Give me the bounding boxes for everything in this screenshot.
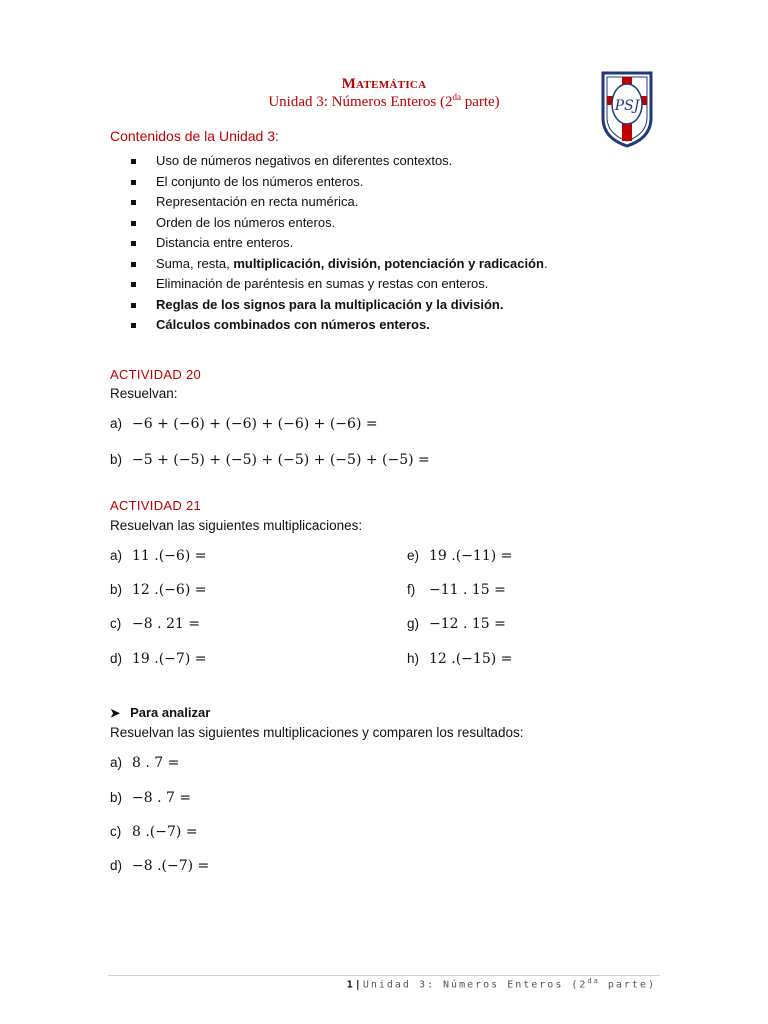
exercise-label: a): [110, 548, 123, 563]
list-item: [110, 295, 548, 316]
list-item-text: Distancia entre enteros.: [156, 235, 294, 250]
list-item-text-end: .: [543, 255, 548, 271]
footer-divider: [108, 975, 660, 976]
exercise-expression: 12 .(−6) =: [132, 582, 207, 598]
bullet-icon: [131, 323, 136, 328]
activity-21-instruction: Resuelvan las siguientes multiplicaciones:: [110, 518, 363, 533]
exercise-label: d): [110, 858, 123, 873]
bullet-icon: [131, 221, 136, 226]
list-item-text: Suma, resta,: [156, 255, 234, 271]
exercise-expression: 11 .(−6) =: [132, 548, 207, 564]
exercise-row: [110, 615, 200, 633]
list-item-text: Orden de los números enteros.: [156, 214, 336, 230]
exercise-row: [110, 754, 179, 772]
list-item: [110, 192, 548, 213]
page-number: 1: [346, 979, 355, 991]
list-item: [110, 233, 548, 254]
list-item: [110, 151, 548, 172]
analyze-instruction: Resuelvan las siguientes multiplicaciones y comparen los resultados:: [110, 725, 524, 740]
footer-text: Unidad 3: Números Enteros (2: [362, 979, 588, 991]
contents-list: [110, 151, 548, 336]
exercise-row: [110, 581, 206, 599]
list-item-text: El conjunto de los números enteros.: [156, 173, 364, 189]
bullet-icon: [131, 303, 136, 308]
exercise-expression: 19 .(−11) =: [429, 548, 513, 564]
list-item: [110, 213, 548, 234]
subtitle-superscript: da: [452, 92, 461, 102]
document-title: Matemática: [341, 76, 427, 92]
analyze-heading: Para analizar: [130, 705, 211, 720]
exercise-label: c): [110, 824, 122, 839]
bullet-icon: [131, 241, 136, 246]
exercise-expression: −5 + (−5) + (−5) + (−5) + (−5) + (−5) =: [132, 452, 430, 468]
exercise-row: [407, 615, 506, 633]
exercise-row: [407, 581, 506, 599]
exercise-expression: 19 .(−7) =: [132, 651, 207, 667]
bullet-icon: [131, 200, 136, 205]
analyze-heading-row: [110, 705, 210, 720]
list-item-bold-text: multiplicación, división, potenciación y radicación: [233, 255, 544, 271]
exercise-expression: −8 . 21 =: [132, 616, 200, 632]
exercise-label: a): [110, 755, 123, 770]
exercise-row: [110, 547, 206, 565]
exercise-label: e): [407, 548, 420, 563]
exercise-label: g): [407, 616, 420, 631]
exercise-expression: −6 + (−6) + (−6) + (−6) + (−6) =: [132, 416, 378, 432]
exercise-row: [407, 547, 512, 565]
exercise-label: b): [110, 452, 123, 467]
exercise-expression: 12 .(−15) =: [429, 651, 513, 667]
activity-21-label: ACTIVIDAD 21: [110, 498, 202, 513]
exercise-label: f): [407, 582, 416, 597]
exercise-expression: −8 . 7 =: [132, 790, 192, 806]
exercise-row: [110, 415, 378, 433]
list-item-text: Representación en recta numérica.: [156, 194, 359, 209]
exercise-expression: −12 . 15 =: [429, 616, 506, 632]
exercise-row: [110, 789, 191, 807]
contents-heading: Contenidos de la Unidad 3:: [110, 128, 279, 144]
list-item: [110, 172, 548, 193]
activity-20-instruction: Resuelvan:: [110, 386, 178, 401]
exercise-row: [110, 857, 209, 875]
exercise-expression: 8 .(−7) =: [132, 824, 198, 840]
subtitle-text-end: parte): [460, 94, 500, 110]
page-footer: 1|Unidad 3: Números Enteros ($2^{da}$ parte): [346, 977, 656, 991]
crest-letters: PSJ: [614, 98, 640, 114]
exercise-label: a): [110, 416, 123, 431]
list-item-text: Eliminación de paréntesis en sumas y restas con enteros.: [156, 276, 489, 291]
exercise-row: [407, 650, 512, 668]
exercise-row: [110, 451, 430, 469]
list-item: [110, 254, 548, 275]
exercise-row: [110, 650, 206, 668]
exercise-label: b): [110, 582, 123, 597]
exercise-expression: 8 . 7 =: [132, 755, 180, 771]
bullet-icon: [131, 262, 136, 267]
exercise-label: d): [110, 651, 123, 666]
exercise-row: [110, 823, 198, 841]
list-item: [110, 274, 548, 295]
school-crest-icon: [600, 70, 654, 148]
bullet-icon: [131, 159, 136, 164]
exercise-expression: −11 . 15 =: [429, 582, 506, 598]
exercise-label: b): [110, 790, 123, 805]
list-item: [110, 315, 548, 336]
footer-superscript: da: [587, 977, 600, 985]
subtitle-text: Unidad 3: Números Enteros (2: [268, 94, 453, 110]
exercise-label: h): [407, 651, 420, 666]
bullet-icon: [131, 180, 136, 185]
exercise-expression: −8 .(−7) =: [132, 858, 210, 874]
list-item-text: Reglas de los signos para la multiplicación y la división.: [156, 296, 504, 312]
list-item-text: Uso de números negativos en diferentes contextos.: [156, 153, 453, 168]
arrowhead-bullet-icon: ➤: [110, 706, 121, 720]
bullet-icon: [131, 282, 136, 287]
activity-20-label: ACTIVIDAD 20: [110, 367, 202, 382]
exercise-label: c): [110, 616, 122, 631]
footer-text-end: parte): [599, 979, 656, 991]
list-item-text: Cálculos combinados con números enteros.: [156, 317, 430, 332]
